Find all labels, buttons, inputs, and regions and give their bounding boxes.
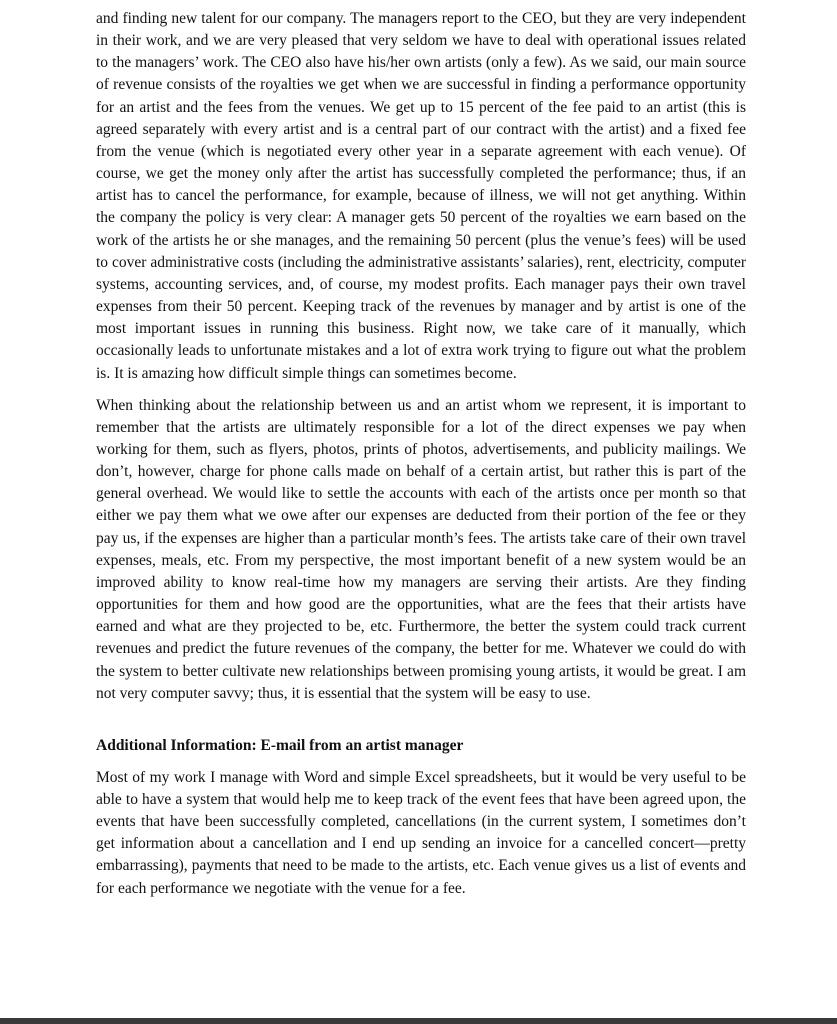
paragraph-manager-email: Most of my work I manage with Word and simple Excel spreadsheets, but it would be very useful to be able to have a system that would help me to keep track of the event fees that have been agreed upon, the events that have been successfully completed, cancellations (in the current system, I sometimes don’t get information about a cancellation and I end up sending an invoice for a cancelled concert—pretty embarrassing), payments that need to be made to the artists, etc. Each venue gives us a list of events and for each performance we negotiate with the venue for a fee. [96,768,746,897]
bottom-border-bar [0,1018,837,1024]
document-page [96,8,746,900]
section-heading: Additional Information: E-mail from an artist manager [96,736,464,754]
paragraph-royalties: and finding new talent for our company. The managers report to the CEO, but they are very independent in their work, and we are very pleased that very seldom we have to deal with operational issues related to the managers’ work. The CEO also have his/her own artists (only a few). As we said, our main source of revenue consists of the royalties we get when we are successful in finding a performance opportunity for an artist and the fees from the venues. We get up to 15 percent of the fee paid to an artist (this is agreed separately with every artist and is a central part of our contract with the artist) and a fixed fee from the venue (which is negotiated every other year in a separate agreement with each venue). Of course, we get the money only after the artist has successfully completed the performance; thus, if an artist has to cancel the performance, for example, because of illness, we will not get anything. Within the company the policy is very clear: A manager gets 50 percent of the royalties we earn based on the work of the artists he or she manages, and the remaining 50 percent (plus the venue’s fees) will be used to cover administrative costs (including the administrative assistants’ salaries), rent, electricity, computer systems, accounting services, and, of course, my modest profits. Each manager pays their own travel expenses from their 50 percent. Keeping track of the revenues by manager and by artist is one of the most important issues in running this business. Right now, we take care of it manually, which occasionally leads to unfortunate mistakes and a lot of extra work trying to figure out what the problem is. It is amazing how difficult simple things can sometimes become. [96,10,746,382]
paragraph-artist-relationship: When thinking about the relationship between us and an artist whom we represent, it is important to remember that the artists are ultimately responsible for a lot of the direct expenses we pay when working for them, such as flyers, photos, prints of photos, advertisements, and publicity mailings. We don’t, however, charge for phone calls made on behalf of a certain artist, but rather this is part of the general overhead. We would like to settle the accounts with each of the artists once per month so that either we pay them what we owe after our expenses are deducted from their portion of the fee or they pay us, if the expenses are higher than a particular month’s fees. The artists take care of their own travel expenses, meals, etc. From my perspective, the most important benefit of a new system would be an improved ability to know real-time how my managers are serving their artists. Are they finding opportunities for them and how good are the opportunities, what are the fees that their artists have earned and what are they projected to be, etc. Furthermore, the better the system could track current revenues and predict the future revenues of the company, the better for me. Whatever we could do with the system to better cultivate new relationships between promising young artists, it would be great. I am not very computer savvy; thus, it is essential that the system will be easy to use. [96,396,746,702]
